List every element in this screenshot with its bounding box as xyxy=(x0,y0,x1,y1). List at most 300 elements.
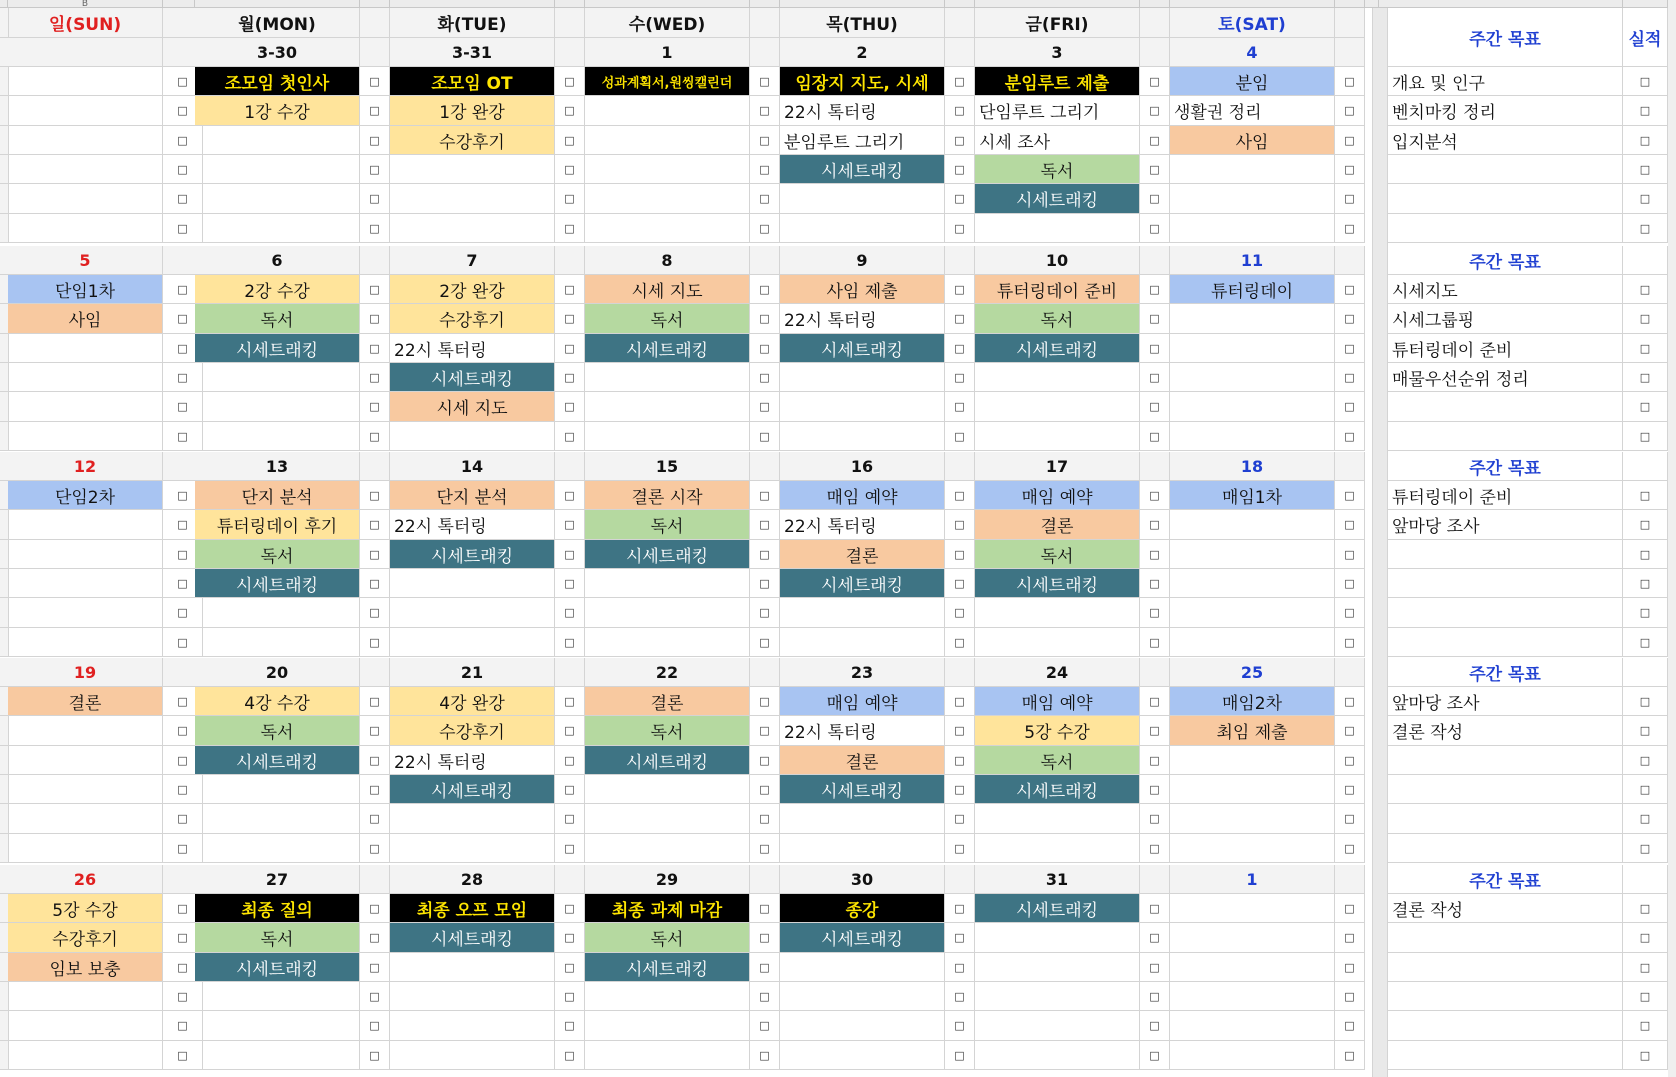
event-cell[interactable]: 결론 xyxy=(8,687,163,716)
checkbox[interactable]: □ xyxy=(750,540,780,569)
checkbox[interactable]: □ xyxy=(750,775,780,804)
checkbox[interactable]: □ xyxy=(1623,923,1668,953)
checkbox[interactable]: □ xyxy=(945,184,975,214)
checkbox[interactable]: □ xyxy=(360,982,390,1011)
checkbox[interactable]: □ xyxy=(163,275,203,304)
weekly-goal-item[interactable]: 결론 작성 xyxy=(1388,716,1623,746)
event-cell[interactable]: 5강 수강 xyxy=(975,716,1140,746)
event-cell[interactable]: 독서 xyxy=(195,304,360,334)
weekly-goal-item[interactable]: 입지분석 xyxy=(1388,126,1623,155)
checkbox[interactable]: □ xyxy=(1623,304,1668,334)
event-cell[interactable] xyxy=(1170,628,1335,657)
checkbox[interactable]: □ xyxy=(555,392,585,422)
checkbox[interactable]: □ xyxy=(555,598,585,628)
checkbox[interactable]: □ xyxy=(1623,510,1668,540)
event-cell[interactable]: 단임루트 그리기 xyxy=(975,96,1140,126)
event-cell[interactable]: 생활권 정리 xyxy=(1170,96,1335,126)
event-cell[interactable]: 5강 수강 xyxy=(8,894,163,923)
event-cell[interactable] xyxy=(390,422,555,451)
checkbox[interactable]: □ xyxy=(555,540,585,569)
column-header[interactable] xyxy=(555,0,585,8)
event-cell[interactable]: 단지 분석 xyxy=(390,481,555,510)
event-cell[interactable]: 시세트래킹 xyxy=(585,334,750,363)
event-cell[interactable]: 매임 예약 xyxy=(780,687,945,716)
column-header[interactable] xyxy=(975,0,1140,8)
checkbox[interactable]: □ xyxy=(163,214,203,243)
event-cell[interactable] xyxy=(8,214,163,243)
event-cell[interactable] xyxy=(1170,392,1335,422)
event-cell[interactable]: 시세트래킹 xyxy=(780,334,945,363)
event-cell[interactable] xyxy=(1170,540,1335,569)
event-cell[interactable]: 매임2차 xyxy=(1170,687,1335,716)
event-cell[interactable]: 결론 시작 xyxy=(585,481,750,510)
event-cell[interactable]: 독서 xyxy=(975,304,1140,334)
event-cell[interactable]: 시세 조사 xyxy=(975,126,1140,155)
event-cell[interactable]: 독서 xyxy=(195,923,360,953)
checkbox[interactable]: □ xyxy=(163,569,203,598)
event-cell[interactable] xyxy=(780,628,945,657)
checkbox[interactable]: □ xyxy=(163,953,203,982)
checkbox[interactable]: □ xyxy=(750,834,780,863)
event-cell[interactable] xyxy=(8,155,163,184)
weekly-goal-item[interactable] xyxy=(1388,1011,1623,1041)
checkbox[interactable]: □ xyxy=(360,1041,390,1070)
event-cell[interactable]: 시세트래킹 xyxy=(390,540,555,569)
event-cell[interactable] xyxy=(195,214,360,243)
event-cell[interactable] xyxy=(8,746,163,775)
checkbox[interactable]: □ xyxy=(750,598,780,628)
checkbox[interactable]: □ xyxy=(360,687,390,716)
event-cell[interactable] xyxy=(975,1041,1140,1070)
checkbox[interactable]: □ xyxy=(1623,275,1668,304)
event-cell[interactable] xyxy=(1170,894,1335,923)
checkbox[interactable]: □ xyxy=(555,775,585,804)
event-cell[interactable]: 시세트래킹 xyxy=(780,569,945,598)
checkbox[interactable]: □ xyxy=(360,422,390,451)
checkbox[interactable]: □ xyxy=(1623,982,1668,1011)
checkbox[interactable]: □ xyxy=(1140,510,1170,540)
checkbox[interactable]: □ xyxy=(750,716,780,746)
checkbox[interactable]: □ xyxy=(1335,275,1365,304)
event-cell[interactable] xyxy=(195,1011,360,1041)
event-cell[interactable]: 독서 xyxy=(195,716,360,746)
checkbox[interactable]: □ xyxy=(1335,510,1365,540)
checkbox[interactable]: □ xyxy=(555,363,585,392)
event-cell[interactable] xyxy=(1170,746,1335,775)
event-cell[interactable] xyxy=(780,1011,945,1041)
checkbox[interactable]: □ xyxy=(945,126,975,155)
event-cell[interactable] xyxy=(8,96,163,126)
checkbox[interactable]: □ xyxy=(945,540,975,569)
event-cell[interactable] xyxy=(195,598,360,628)
event-cell[interactable] xyxy=(195,982,360,1011)
checkbox[interactable]: □ xyxy=(945,363,975,392)
checkbox[interactable]: □ xyxy=(1140,953,1170,982)
checkbox[interactable]: □ xyxy=(163,155,203,184)
weekly-goal-item[interactable] xyxy=(1388,953,1623,982)
event-cell[interactable] xyxy=(390,184,555,214)
event-cell[interactable] xyxy=(585,363,750,392)
checkbox[interactable]: □ xyxy=(555,214,585,243)
event-cell[interactable] xyxy=(780,982,945,1011)
checkbox[interactable]: □ xyxy=(163,1011,203,1041)
event-cell[interactable] xyxy=(780,804,945,834)
checkbox[interactable]: □ xyxy=(1140,1041,1170,1070)
checkbox[interactable]: □ xyxy=(1335,540,1365,569)
checkbox[interactable]: □ xyxy=(1623,1011,1668,1041)
checkbox[interactable]: □ xyxy=(1140,155,1170,184)
event-cell[interactable]: 4강 완강 xyxy=(390,687,555,716)
checkbox[interactable]: □ xyxy=(945,481,975,510)
checkbox[interactable]: □ xyxy=(555,275,585,304)
checkbox[interactable]: □ xyxy=(1140,569,1170,598)
event-cell[interactable]: 시세트래킹 xyxy=(585,540,750,569)
checkbox[interactable]: □ xyxy=(750,628,780,657)
checkbox[interactable]: □ xyxy=(945,775,975,804)
checkbox[interactable]: □ xyxy=(360,746,390,775)
event-cell[interactable]: 시세트래킹 xyxy=(975,775,1140,804)
checkbox[interactable]: □ xyxy=(750,569,780,598)
checkbox[interactable]: □ xyxy=(945,96,975,126)
checkbox[interactable]: □ xyxy=(945,982,975,1011)
checkbox[interactable]: □ xyxy=(750,1011,780,1041)
checkbox[interactable]: □ xyxy=(1335,96,1365,126)
checkbox[interactable]: □ xyxy=(1623,214,1668,243)
checkbox[interactable]: □ xyxy=(555,510,585,540)
column-header[interactable] xyxy=(390,0,555,8)
event-cell[interactable] xyxy=(975,923,1140,953)
checkbox[interactable]: □ xyxy=(163,392,203,422)
event-cell[interactable] xyxy=(585,804,750,834)
weekly-goal-item[interactable] xyxy=(1388,746,1623,775)
event-cell[interactable] xyxy=(8,598,163,628)
event-cell[interactable] xyxy=(195,363,360,392)
event-cell[interactable]: 시세트래킹 xyxy=(195,746,360,775)
checkbox[interactable]: □ xyxy=(945,510,975,540)
event-cell[interactable]: 시세트래킹 xyxy=(780,923,945,953)
event-cell[interactable] xyxy=(780,392,945,422)
event-cell[interactable] xyxy=(1170,923,1335,953)
checkbox[interactable]: □ xyxy=(1335,422,1365,451)
checkbox[interactable]: □ xyxy=(1623,804,1668,834)
checkbox[interactable]: □ xyxy=(1335,834,1365,863)
event-cell[interactable]: 2강 수강 xyxy=(195,275,360,304)
column-header[interactable] xyxy=(780,0,945,8)
event-cell[interactable]: 분임 xyxy=(1170,67,1335,96)
checkbox[interactable]: □ xyxy=(360,510,390,540)
checkbox[interactable]: □ xyxy=(555,481,585,510)
checkbox[interactable]: □ xyxy=(1140,804,1170,834)
checkbox[interactable]: □ xyxy=(1335,716,1365,746)
event-cell[interactable] xyxy=(585,775,750,804)
checkbox[interactable]: □ xyxy=(360,804,390,834)
weekly-goal-item[interactable] xyxy=(1388,628,1623,657)
column-header[interactable] xyxy=(195,0,360,8)
checkbox[interactable]: □ xyxy=(1140,540,1170,569)
checkbox[interactable]: □ xyxy=(360,304,390,334)
checkbox[interactable]: □ xyxy=(1140,923,1170,953)
checkbox[interactable]: □ xyxy=(1623,126,1668,155)
checkbox[interactable]: □ xyxy=(555,982,585,1011)
weekly-goal-item[interactable] xyxy=(1388,540,1623,569)
checkbox[interactable]: □ xyxy=(1623,540,1668,569)
event-cell[interactable]: 조모임 첫인사 xyxy=(195,67,360,96)
event-cell[interactable] xyxy=(8,804,163,834)
checkbox[interactable]: □ xyxy=(555,155,585,184)
checkbox[interactable]: □ xyxy=(1140,96,1170,126)
checkbox[interactable]: □ xyxy=(555,953,585,982)
checkbox[interactable]: □ xyxy=(750,96,780,126)
checkbox[interactable]: □ xyxy=(1140,422,1170,451)
column-header[interactable] xyxy=(1335,0,1365,8)
checkbox[interactable]: □ xyxy=(555,126,585,155)
event-cell[interactable] xyxy=(8,775,163,804)
checkbox[interactable]: □ xyxy=(555,334,585,363)
weekly-goal-item[interactable] xyxy=(1388,184,1623,214)
checkbox[interactable]: □ xyxy=(360,1011,390,1041)
checkbox[interactable]: □ xyxy=(945,746,975,775)
checkbox[interactable]: □ xyxy=(163,1041,203,1070)
checkbox[interactable]: □ xyxy=(750,155,780,184)
event-cell[interactable]: 시세트래킹 xyxy=(390,923,555,953)
event-cell[interactable] xyxy=(390,1011,555,1041)
event-cell[interactable] xyxy=(8,510,163,540)
event-cell[interactable] xyxy=(8,716,163,746)
event-cell[interactable] xyxy=(1170,598,1335,628)
event-cell[interactable]: 시세트래킹 xyxy=(975,184,1140,214)
event-cell[interactable]: 결론 xyxy=(780,746,945,775)
column-header[interactable] xyxy=(1365,0,1379,8)
event-cell[interactable]: 사임 제출 xyxy=(780,275,945,304)
event-cell[interactable]: 22시 톡터링 xyxy=(390,334,555,363)
checkbox[interactable]: □ xyxy=(360,598,390,628)
event-cell[interactable]: 매임1차 xyxy=(1170,481,1335,510)
event-cell[interactable] xyxy=(390,569,555,598)
checkbox[interactable]: □ xyxy=(360,923,390,953)
checkbox[interactable]: □ xyxy=(945,304,975,334)
checkbox[interactable]: □ xyxy=(360,775,390,804)
checkbox[interactable]: □ xyxy=(360,275,390,304)
event-cell[interactable]: 최종 과제 마감 xyxy=(585,894,750,923)
column-header[interactable] xyxy=(1140,0,1170,8)
event-cell[interactable]: 임보 보충 xyxy=(8,953,163,982)
checkbox[interactable]: □ xyxy=(1335,923,1365,953)
checkbox[interactable]: □ xyxy=(360,569,390,598)
checkbox[interactable]: □ xyxy=(163,184,203,214)
event-cell[interactable]: 22시 톡터링 xyxy=(780,304,945,334)
checkbox[interactable]: □ xyxy=(1623,481,1668,510)
checkbox[interactable]: □ xyxy=(1335,126,1365,155)
event-cell[interactable]: 독서 xyxy=(585,510,750,540)
checkbox[interactable]: □ xyxy=(1335,628,1365,657)
checkbox[interactable]: □ xyxy=(750,982,780,1011)
event-cell[interactable] xyxy=(1170,982,1335,1011)
column-header[interactable] xyxy=(1388,0,1623,8)
event-cell[interactable] xyxy=(390,155,555,184)
weekly-goal-item[interactable]: 매물우선순위 정리 xyxy=(1388,363,1623,392)
weekly-goal-item[interactable] xyxy=(1388,392,1623,422)
checkbox[interactable]: □ xyxy=(1140,982,1170,1011)
column-header[interactable] xyxy=(750,0,780,8)
event-cell[interactable] xyxy=(1170,363,1335,392)
checkbox[interactable]: □ xyxy=(945,953,975,982)
checkbox[interactable]: □ xyxy=(163,687,203,716)
event-cell[interactable] xyxy=(585,422,750,451)
checkbox[interactable]: □ xyxy=(750,214,780,243)
event-cell[interactable] xyxy=(8,363,163,392)
event-cell[interactable]: 시세 지도 xyxy=(390,392,555,422)
checkbox[interactable]: □ xyxy=(1335,67,1365,96)
checkbox[interactable]: □ xyxy=(750,334,780,363)
checkbox[interactable]: □ xyxy=(1140,392,1170,422)
event-cell[interactable] xyxy=(585,834,750,863)
weekly-goal-item[interactable] xyxy=(1388,598,1623,628)
event-cell[interactable] xyxy=(780,834,945,863)
checkbox[interactable]: □ xyxy=(1140,334,1170,363)
checkbox[interactable]: □ xyxy=(163,628,203,657)
weekly-goal-item[interactable]: 벤치마킹 정리 xyxy=(1388,96,1623,126)
checkbox[interactable]: □ xyxy=(1140,1011,1170,1041)
weekly-goal-item[interactable]: 시세지도 xyxy=(1388,275,1623,304)
checkbox[interactable]: □ xyxy=(1623,67,1668,96)
event-cell[interactable]: 시세트래킹 xyxy=(780,155,945,184)
event-cell[interactable]: 시세 지도 xyxy=(585,275,750,304)
event-cell[interactable]: 사임 xyxy=(8,304,163,334)
event-cell[interactable] xyxy=(1170,1041,1335,1070)
checkbox[interactable]: □ xyxy=(1140,304,1170,334)
event-cell[interactable]: 시세트래킹 xyxy=(585,953,750,982)
checkbox[interactable]: □ xyxy=(360,953,390,982)
event-cell[interactable] xyxy=(390,214,555,243)
checkbox[interactable]: □ xyxy=(1140,628,1170,657)
checkbox[interactable]: □ xyxy=(750,363,780,392)
checkbox[interactable]: □ xyxy=(1335,775,1365,804)
checkbox[interactable]: □ xyxy=(1623,628,1668,657)
event-cell[interactable] xyxy=(8,1011,163,1041)
event-cell[interactable] xyxy=(975,598,1140,628)
event-cell[interactable] xyxy=(195,155,360,184)
event-cell[interactable]: 시세트래킹 xyxy=(390,363,555,392)
event-cell[interactable]: 수강후기 xyxy=(390,126,555,155)
checkbox[interactable]: □ xyxy=(945,923,975,953)
event-cell[interactable] xyxy=(975,422,1140,451)
event-cell[interactable] xyxy=(195,126,360,155)
column-header[interactable] xyxy=(945,0,975,8)
checkbox[interactable]: □ xyxy=(555,804,585,834)
checkbox[interactable]: □ xyxy=(750,894,780,923)
weekly-goal-item[interactable] xyxy=(1388,804,1623,834)
checkbox[interactable]: □ xyxy=(555,96,585,126)
checkbox[interactable]: □ xyxy=(163,304,203,334)
checkbox[interactable]: □ xyxy=(360,67,390,96)
event-cell[interactable] xyxy=(8,628,163,657)
event-cell[interactable] xyxy=(1170,304,1335,334)
event-cell[interactable] xyxy=(585,96,750,126)
checkbox[interactable]: □ xyxy=(555,687,585,716)
event-cell[interactable]: 조모임 OT xyxy=(390,67,555,96)
checkbox[interactable]: □ xyxy=(360,628,390,657)
event-cell[interactable]: 22시 톡터링 xyxy=(780,510,945,540)
checkbox[interactable]: □ xyxy=(163,481,203,510)
event-cell[interactable] xyxy=(585,628,750,657)
event-cell[interactable] xyxy=(390,804,555,834)
event-cell[interactable]: 단임2차 xyxy=(8,481,163,510)
checkbox[interactable]: □ xyxy=(750,746,780,775)
event-cell[interactable]: 22시 톡터링 xyxy=(780,96,945,126)
checkbox[interactable]: □ xyxy=(750,392,780,422)
checkbox[interactable]: □ xyxy=(1140,687,1170,716)
checkbox[interactable]: □ xyxy=(360,214,390,243)
event-cell[interactable] xyxy=(975,1011,1140,1041)
event-cell[interactable]: 시세트래킹 xyxy=(195,569,360,598)
checkbox[interactable]: □ xyxy=(1623,716,1668,746)
event-cell[interactable] xyxy=(8,67,163,96)
event-cell[interactable] xyxy=(1170,510,1335,540)
event-cell[interactable] xyxy=(390,598,555,628)
event-cell[interactable] xyxy=(1170,214,1335,243)
event-cell[interactable]: 임장지 지도, 시세 xyxy=(780,67,945,96)
event-cell[interactable]: 22시 톡터링 xyxy=(780,716,945,746)
checkbox[interactable]: □ xyxy=(945,334,975,363)
event-cell[interactable] xyxy=(585,126,750,155)
checkbox[interactable]: □ xyxy=(1335,953,1365,982)
weekly-goal-item[interactable]: 결론 작성 xyxy=(1388,894,1623,923)
checkbox[interactable]: □ xyxy=(1335,334,1365,363)
event-cell[interactable] xyxy=(1170,184,1335,214)
event-cell[interactable]: 성과계획서,원씽캘린더 xyxy=(585,67,750,96)
checkbox[interactable]: □ xyxy=(1140,363,1170,392)
checkbox[interactable]: □ xyxy=(1623,184,1668,214)
event-cell[interactable] xyxy=(780,422,945,451)
event-cell[interactable] xyxy=(585,982,750,1011)
checkbox[interactable]: □ xyxy=(163,775,203,804)
checkbox[interactable]: □ xyxy=(945,716,975,746)
checkbox[interactable]: □ xyxy=(1623,598,1668,628)
checkbox[interactable]: □ xyxy=(1623,834,1668,863)
event-cell[interactable]: 시세트래킹 xyxy=(195,953,360,982)
weekly-goal-item[interactable] xyxy=(1388,214,1623,243)
checkbox[interactable]: □ xyxy=(750,510,780,540)
checkbox[interactable]: □ xyxy=(750,126,780,155)
event-cell[interactable]: 튜터링데이 후기 xyxy=(195,510,360,540)
event-cell[interactable] xyxy=(8,334,163,363)
event-cell[interactable] xyxy=(1170,804,1335,834)
checkbox[interactable]: □ xyxy=(555,894,585,923)
column-header[interactable] xyxy=(1623,0,1668,8)
checkbox[interactable]: □ xyxy=(1623,775,1668,804)
event-cell[interactable] xyxy=(195,834,360,863)
checkbox[interactable]: □ xyxy=(1335,746,1365,775)
checkbox[interactable]: □ xyxy=(1335,155,1365,184)
checkbox[interactable]: □ xyxy=(555,834,585,863)
event-cell[interactable] xyxy=(1170,155,1335,184)
checkbox[interactable]: □ xyxy=(360,96,390,126)
checkbox[interactable]: □ xyxy=(1335,363,1365,392)
weekly-goal-item[interactable] xyxy=(1388,569,1623,598)
checkbox[interactable]: □ xyxy=(1335,1041,1365,1070)
column-header[interactable] xyxy=(585,0,750,8)
checkbox[interactable]: □ xyxy=(555,746,585,775)
weekly-goal-item[interactable]: 튜터링데이 준비 xyxy=(1388,481,1623,510)
checkbox[interactable]: □ xyxy=(1335,804,1365,834)
checkbox[interactable]: □ xyxy=(945,67,975,96)
event-cell[interactable] xyxy=(780,214,945,243)
checkbox[interactable]: □ xyxy=(1140,184,1170,214)
event-cell[interactable] xyxy=(1170,775,1335,804)
weekly-goal-item[interactable] xyxy=(1388,982,1623,1011)
event-cell[interactable]: 분임루트 그리기 xyxy=(780,126,945,155)
event-cell[interactable] xyxy=(975,834,1140,863)
